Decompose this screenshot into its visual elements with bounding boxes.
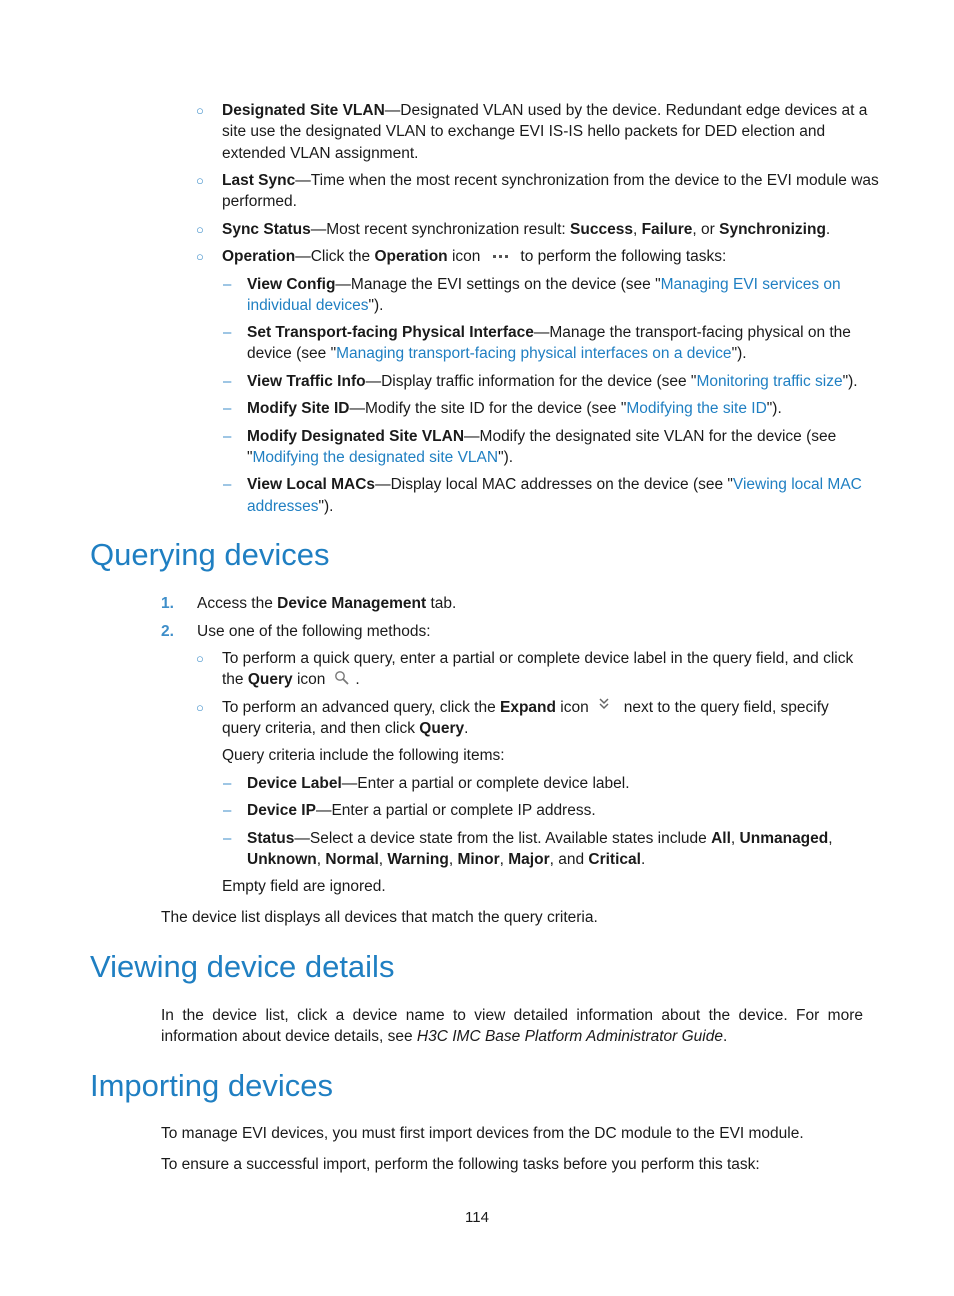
punctuation: ").: [766, 400, 782, 417]
expand-icon: [589, 697, 624, 718]
state-unmanaged: Unmanaged: [739, 830, 829, 847]
query-result-text: The device list displays all devices that match the query criteria.: [161, 909, 598, 926]
bullet-dash: –: [223, 830, 232, 847]
term: Operation: [222, 248, 296, 265]
text-line: extended VLAN assignment.: [222, 145, 419, 162]
term: Modify Designated Site VLAN: [247, 428, 465, 445]
set-transport-item: [247, 322, 851, 343]
set-transport-item-cont: [247, 343, 747, 364]
importing-paragraph-2: To ensure a successful import, perform the following tasks before you perform this task:: [161, 1156, 760, 1173]
bullet-dash: –: [223, 775, 232, 792]
state-minor: Minor: [457, 851, 500, 868]
quick-query-line-cont: [222, 669, 360, 690]
state-all: All: [711, 830, 731, 847]
term: View Local MACs: [247, 476, 376, 493]
view-config-item-cont: [247, 295, 383, 316]
state-unknown: Unknown: [247, 851, 317, 868]
step-text: tab.: [426, 595, 457, 612]
link-managing-transport-interfaces[interactable]: Managing transport-facing physical interfaces on a device: [336, 345, 732, 362]
criteria-intro: Query criteria include the following items:: [222, 747, 505, 764]
state-warning: Warning: [387, 851, 449, 868]
step-2: Use one of the following methods:: [197, 623, 431, 640]
separator: ,: [632, 221, 642, 238]
bullet-dash: –: [223, 324, 232, 341]
term: Expand: [500, 699, 556, 716]
designated-site-vlan-item: [222, 100, 867, 121]
term: View Config: [247, 276, 336, 293]
separator: ,: [378, 851, 388, 868]
modify-dsv-item-cont: [247, 447, 513, 468]
search-icon: [325, 669, 355, 690]
term: Set Transport-facing Physical Interface: [247, 324, 534, 341]
term: View Traffic Info: [247, 373, 366, 390]
term: Last Sync: [222, 172, 296, 189]
punctuation: .: [825, 221, 831, 238]
text: icon: [292, 671, 326, 688]
term: Device Management: [277, 595, 427, 612]
text: In the device list, click a device name to view detailed information about the device. For more information about device details, see: [161, 1007, 863, 1045]
punctuation: ").: [318, 498, 334, 515]
term: Query: [419, 720, 465, 737]
term: Designated Site VLAN: [222, 102, 385, 119]
description: —Select a device state from the list. Available states include: [294, 830, 712, 847]
term: Modify Site ID: [247, 400, 350, 417]
text: query criteria, and then click: [222, 720, 420, 737]
operation-item: [222, 246, 726, 267]
value-success: Success: [570, 221, 633, 238]
heading-importing-devices: Importing devices: [90, 1068, 333, 1103]
punctuation: .: [640, 851, 646, 868]
bullet-circle: ○: [196, 103, 204, 118]
bullet-circle: ○: [196, 651, 204, 666]
criteria-device-label: [247, 773, 630, 794]
punctuation: ": [247, 449, 253, 466]
importing-paragraph-1: To manage EVI devices, you must first import devices from the DC module to the EVI module.: [161, 1125, 804, 1142]
term: Operation: [374, 248, 448, 265]
description: —Manage the transport-facing physical on the: [533, 324, 851, 341]
guide-title: H3C IMC Base Platform Administrator Guide: [416, 1028, 723, 1045]
description: to perform the following tasks:: [520, 248, 727, 265]
description: —Manage the EVI settings on the device (see ": [335, 276, 661, 293]
value-failure: Failure: [641, 221, 693, 238]
text: icon: [555, 699, 589, 716]
bullet-circle: ○: [196, 700, 204, 715]
view-local-macs-item: [247, 474, 862, 495]
description: —Modify the site ID for the device (see ": [349, 400, 627, 417]
bullet-circle: ○: [196, 249, 204, 264]
heading-viewing-device-details: Viewing device details: [90, 949, 395, 984]
modify-site-id-item: [247, 398, 782, 419]
term: Status: [247, 830, 295, 847]
description: —Enter a partial or complete IP address.: [315, 802, 596, 819]
advanced-query-line: [222, 697, 829, 718]
bullet-dash: –: [223, 428, 232, 445]
separator: ,: [448, 851, 458, 868]
description: —Click the: [295, 248, 375, 265]
text-line: performed.: [222, 193, 297, 210]
bullet-dash: –: [223, 373, 232, 390]
description: —Display local MAC addresses on the device (see ": [375, 476, 733, 493]
description: —Most recent synchronization result:: [310, 221, 571, 238]
link-monitoring-traffic-size[interactable]: Monitoring traffic size: [696, 373, 843, 390]
bullet-dash: –: [223, 476, 232, 493]
bullet-dash: –: [223, 802, 232, 819]
separator: , or: [692, 221, 720, 238]
description: icon: [447, 248, 481, 265]
punctuation: ").: [498, 449, 514, 466]
step-1: [197, 593, 456, 614]
criteria-status: [247, 828, 833, 849]
term: Sync Status: [222, 221, 311, 238]
modify-dsv-item: [247, 426, 836, 447]
description: —Time when the most recent synchronization from the device to the EVI module was: [295, 172, 879, 189]
separator: ,: [316, 851, 326, 868]
sync-status-item: [222, 219, 830, 240]
view-traffic-item: [247, 371, 858, 392]
separator: , and: [549, 851, 589, 868]
description: —Modify the designated site VLAN for the device (see: [464, 428, 837, 445]
state-normal: Normal: [325, 851, 379, 868]
viewing-paragraph: [161, 1005, 863, 1047]
text: the: [222, 671, 248, 688]
separator: ,: [499, 851, 509, 868]
link-modifying-designated-site-vlan[interactable]: Modifying the designated site VLAN: [252, 449, 499, 466]
description: device (see ": [247, 345, 337, 362]
advanced-query-line-cont: [222, 718, 468, 739]
operation-icon: [480, 246, 520, 267]
term: Device Label: [247, 775, 342, 792]
separator: ,: [828, 830, 833, 847]
text: To perform an advanced query, click the: [222, 699, 500, 716]
state-major: Major: [508, 851, 550, 868]
step-text: Access the: [197, 595, 278, 612]
term: Query: [247, 671, 293, 688]
punctuation: ").: [842, 373, 858, 390]
link-viewing-local-mac-cont[interactable]: addresses: [247, 498, 319, 515]
link-modifying-site-id[interactable]: Modifying the site ID: [626, 400, 767, 417]
text-line: site use the designated VLAN to exchange EVI IS-IS hello packets for DED election and: [222, 123, 826, 140]
value-synchronizing: Synchronizing: [719, 221, 826, 238]
description: —Designated VLAN used by the device. Redundant edge devices at a: [384, 102, 868, 119]
heading-querying-devices: Querying devices: [90, 537, 330, 572]
punctuation: .: [355, 671, 360, 688]
step-number: 1.: [161, 595, 174, 612]
link-viewing-local-mac[interactable]: Viewing local MAC: [732, 476, 862, 493]
step-number: 2.: [161, 623, 174, 640]
link-managing-evi-services-cont[interactable]: individual devices: [247, 297, 369, 314]
bullet-dash: –: [223, 400, 232, 417]
criteria-device-ip: [247, 800, 596, 821]
bullet-circle: ○: [196, 222, 204, 237]
separator: ,: [730, 830, 740, 847]
punctuation: ").: [731, 345, 747, 362]
bullet-dash: –: [223, 276, 232, 293]
link-managing-evi-services[interactable]: Managing EVI services on: [660, 276, 841, 293]
punctuation: .: [464, 720, 469, 737]
criteria-status-cont: [247, 849, 645, 870]
bullet-circle: ○: [196, 173, 204, 188]
view-config-item: [247, 274, 841, 295]
description: —Enter a partial or complete device label.: [341, 775, 630, 792]
quick-query-line: To perform a quick query, enter a partial or complete device label in the query field, and click: [222, 650, 854, 667]
view-local-macs-item-cont: [247, 496, 334, 517]
last-sync-item: [222, 170, 879, 191]
text: next to the query field, specify: [623, 699, 829, 716]
punctuation: ").: [368, 297, 384, 314]
description: —Display traffic information for the device (see ": [365, 373, 697, 390]
page-number: 114: [465, 1209, 489, 1226]
empty-field-note: Empty field are ignored.: [222, 878, 386, 895]
state-critical: Critical: [588, 851, 641, 868]
punctuation: .: [723, 1028, 728, 1045]
term: Device IP: [247, 802, 316, 819]
